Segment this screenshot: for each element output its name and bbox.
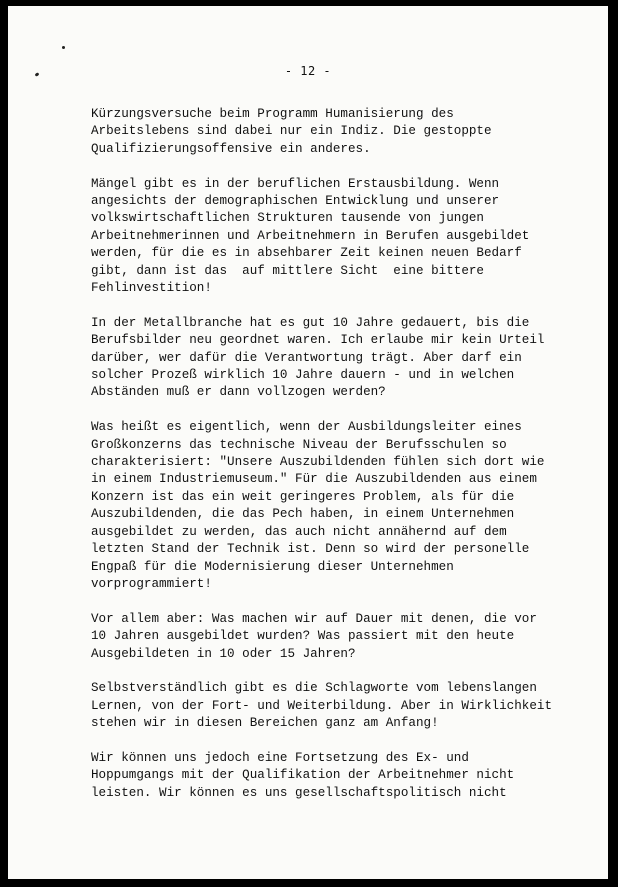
text-line: stehen wir in diesen Bereichen ganz am Anfang!	[91, 716, 439, 731]
text-line: Kürzungsversuche beim Programm Humanisierung des	[91, 107, 454, 121]
text-line: Abständen muß er dann vollzogen werden?	[91, 385, 386, 400]
text-line: Qualifizierungsoffensive ein anderes.	[91, 141, 371, 156]
paragraph	[91, 611, 551, 663]
paragraph	[91, 315, 551, 402]
paragraph	[91, 750, 551, 802]
page-number: - 12 -	[284, 64, 332, 78]
text-line: Berufsbilder neu geordnet waren. Ich erlaube mir kein Urteil	[91, 333, 545, 348]
body-text	[91, 106, 551, 820]
text-line: Arbeitnehmerinnen und Arbeitnehmern in Berufen ausgebildet	[91, 228, 530, 243]
text-line: Engpaß für die Modernisierung dieser Unternehmen	[91, 559, 454, 574]
text-line: Konzern ist das ein weit geringeres Problem, als für die	[91, 489, 515, 504]
text-line: In der Metallbranche hat es gut 10 Jahre gedauert, bis die	[91, 315, 530, 330]
paragraph	[91, 176, 551, 298]
text-line: Ausgebildeten in 10 oder 15 Jahren?	[91, 646, 356, 661]
text-line: darüber, wer dafür die Verantwortung trägt. Aber darf ein	[91, 350, 522, 365]
text-line: gibt, dann ist das auf mittlere Sicht eine bittere	[91, 263, 484, 278]
text-line: charakterisiert: "Unsere Auszubildenden fühlen sich dort wie	[91, 455, 545, 470]
document-page	[8, 6, 608, 879]
text-line: Vor allem aber: Was machen wir auf Dauer mit denen, die vor	[91, 611, 537, 626]
text-line: letzten Stand der Technik ist. Denn so wird der personelle	[91, 542, 530, 557]
text-line: Lernen, von der Fort- und Weiterbildung. Aber in Wirklichkeit	[91, 698, 553, 713]
text-line: Mängel gibt es in der beruflichen Erstausbildung. Wenn	[91, 176, 500, 191]
paragraph	[91, 680, 551, 732]
text-line: Hoppumgangs mit der Qualifikation der Arbeitnehmer nicht	[91, 768, 515, 783]
text-line: leisten. Wir können es uns gesellschaftspolitisch nicht	[91, 785, 507, 800]
scan-speck	[62, 46, 65, 49]
text-line: ausgebildet zu werden, das auch nicht annähernd auf dem	[91, 524, 507, 539]
text-line: Fehlinvestition!	[91, 281, 212, 296]
text-line: vorprogrammiert!	[91, 576, 212, 591]
text-line: in einem Industriemuseum." Für die Auszubildenden aus einem	[91, 472, 537, 487]
text-line: Arbeitslebens sind dabei nur ein Indiz. Die gestoppte	[91, 124, 492, 139]
paragraph	[91, 419, 551, 593]
text-line: angesichts der demographischen Entwicklung und unserer	[91, 194, 500, 209]
text-line: Was heißt es eigentlich, wenn der Ausbildungsleiter eines	[91, 420, 522, 435]
text-line: Wir können uns jedoch eine Fortsetzung des Ex- und	[91, 750, 469, 765]
text-line: Großkonzerns das technische Niveau der Berufsschulen so	[91, 437, 507, 452]
text-line: 10 Jahren ausgebildet wurden? Was passiert mit den heute	[91, 629, 515, 644]
text-line: volkswirtschaftlichen Strukturen tausende von jungen	[91, 211, 484, 226]
text-line: solcher Prozeß wirklich 10 Jahre dauern - und in welchen	[91, 368, 515, 383]
text-line: Selbstverständlich gibt es die Schlagworte vom lebenslangen	[91, 681, 537, 696]
text-line: Auszubildenden, die das Pech haben, in einem Unternehmen	[91, 507, 515, 522]
text-line: werden, für die es in absehbarer Zeit keinen neuen Bedarf	[91, 246, 522, 261]
paragraph	[91, 106, 551, 158]
